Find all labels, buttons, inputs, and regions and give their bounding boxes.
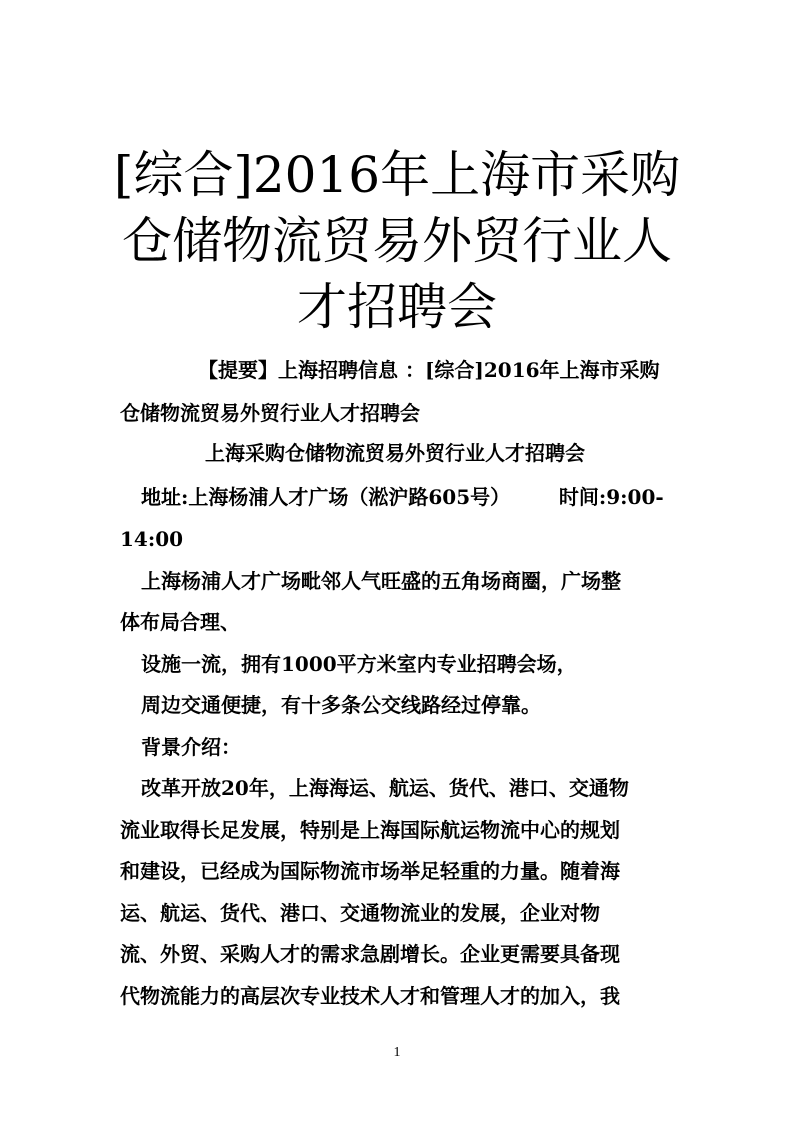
- address-line: 地址:上海杨浦人才广场（淞沪路605号） 时间:9:00-: [141, 485, 664, 509]
- paragraph-5-line-4: 运、航运、货代、港口、交通物流业的发展，企业对物: [120, 901, 600, 925]
- paragraph-5-line-3: 和建设，已经成为国际物流市场举足轻重的力量。随着海: [120, 859, 620, 883]
- paragraph-5-line-5: 流、外贸、采购人才的需求急剧增长。企业更需要具备现: [120, 942, 620, 966]
- paragraph-2: 设施一流，拥有1000平方米室内专业招聘会场，: [141, 652, 577, 676]
- paragraph-5-line-6: 代物流能力的高层次专业技术人才和管理人才的加入，我: [120, 984, 620, 1008]
- page-number: 1: [393, 1045, 401, 1060]
- time-end: 14:00: [120, 527, 184, 551]
- paragraph-1-line-1: 上海杨浦人才广场毗邻人气旺盛的五角场商圈，广场整: [141, 569, 621, 593]
- summary-line-2: 仓储物流贸易外贸行业人才招聘会: [120, 401, 420, 425]
- title-line-3: 才招聘会: [297, 278, 497, 336]
- title-line-1: [综合]2016年上海市采购: [113, 146, 681, 204]
- summary-line-1: 【提要】上海招聘信息 ：[综合]2016年上海市采购: [198, 358, 660, 382]
- paragraph-3: 周边交通便捷，有十多条公交线路经过停靠。: [141, 693, 541, 717]
- paragraph-5-line-2: 流业取得长足发展，特别是上海国际航运物流中心的规划: [120, 818, 620, 842]
- paragraph-1-line-2: 体布局合理、: [120, 610, 240, 634]
- paragraph-5-line-1: 改革开放20年，上海海运、航运、货代、港口、交通物: [141, 776, 629, 800]
- subtitle: 上海采购仓储物流贸易外贸行业人才招聘会: [205, 441, 585, 465]
- title-line-2: 仓储物流贸易外贸行业人: [122, 212, 672, 270]
- document-title: [100, 142, 694, 340]
- paragraph-4: 背景介绍：: [141, 735, 241, 759]
